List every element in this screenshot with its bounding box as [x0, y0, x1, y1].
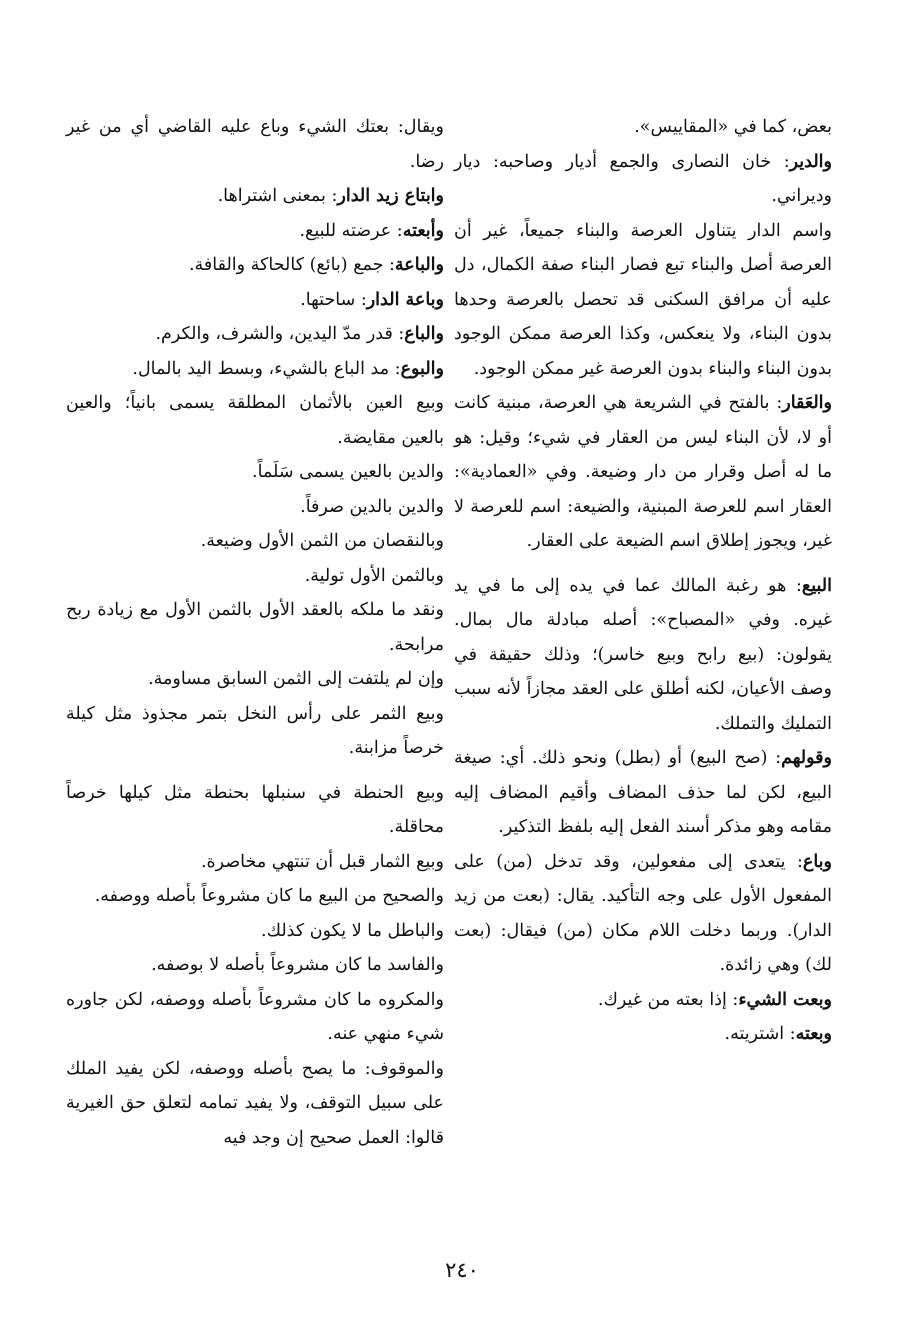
entry-l0: ويقال: بعتك الشيء وباع عليه القاضي أي من غير رضا. — [66, 117, 444, 172]
entry-l9: والدين بالدين صرفاً. — [300, 496, 444, 517]
entry-l14: وبيع الثمر على رأس النخل بتمر مجذوذ مثل كيلة خرصاً مزابنة. — [66, 703, 444, 758]
right-column — [454, 110, 832, 1052]
entry-l15: وبيع الحنطة في سنبلها بحنطة مثل كيلها خرصاً محاقلة. — [66, 782, 444, 837]
entry-r2: واسم الدار يتناول العرصة والبناء جميعاً، غير أن العرصة أصل والبناء تبع فصار البناء صفة الكمال، دل عليه أن مرافق السكنى قد تحصل بالعرصة وحدها بدون البناء، ولا ينعكس، وكذا العرصة ممكن الوجود بدون البناء والبناء بدون العرصة غير ممكن الوجود. — [454, 220, 832, 379]
entry-l6: والبوع: مد الباع بالشيء، وبسط اليد بالمال. — [132, 358, 444, 379]
entry-r8: وبعته: اشتريته. — [724, 1024, 832, 1044]
entry-l17: والصحيح من البيع ما كان مشروعاً بأصله ووصفه. — [94, 886, 444, 906]
entry-l19: والفاسد ما كان مشروعاً بأصله لا بوصفه. — [151, 955, 444, 975]
entry-r6: وباع: يتعدى إلى مفعولين، وقد تدخل (من) على المفعول الأول على وجه التأكيد. يقال: (بعت من زيد الدار). وربما دخلت اللام مكان (من) فيقال: (بعت لك) وهي زائدة. — [454, 851, 832, 975]
entry-r1: والدير: خان النصارى والجمع أديار وصاحبه: ديار وديراني. — [454, 151, 832, 206]
entry-l11: وبالثمن الأول تولية. — [304, 565, 444, 586]
entry-l4: وباعة الدار: ساحتها. — [300, 289, 444, 310]
entry-l13: وإن لم يلتفت إلى الثمن السابق مساومة. — [148, 669, 444, 689]
entry-r0: بعض، كما في «المقاييس». — [634, 117, 832, 137]
entry-r3: والعَقار: بالفتح في الشريعة هي العرصة، مبنية كانت أو لا، لأن البناء ليس من العقار في شيء؛ وقيل: هو ما له أصل وقرار من دار وضيعة. وفي «العمادية»: العقار اسم للعرصة المبنية، والضيعة: اسم للعرصة لا غير، ويجوز إطلاق اسم الضيعة على العقار. — [454, 393, 832, 551]
entry-l2: وأبعته: عرضته للبيع. — [299, 220, 444, 241]
entry-l16: وبيع الثمار قبل أن تنتهي مخاصرة. — [200, 851, 444, 872]
entry-l8: والدين بالعين يسمى سَلَماً. — [252, 462, 444, 482]
entry-l20: والمكروه ما كان مشروعاً بأصله ووصفه، لكن جاوره شيء منهي عنه. — [66, 989, 444, 1044]
entry-l3: والباعة: جمع (بائع) كالحاكة والقافة. — [188, 255, 444, 275]
entry-l12: ونقد ما ملكه بالعقد الأول بالثمن الأول مع زيادة ربح مرابحة. — [66, 600, 444, 655]
entry-l10: وبالنقصان من الثمن الأول وضيعة. — [200, 531, 444, 551]
entry-r4: البيع: هو رغبة المالك عما في يده إلى ما في يد غيره. وفي «المصباح»: أصله مبادلة مال بمال. يقولون: (بيع رابح وبيع خاسر)؛ وذلك حقيقة في وصف الأعيان، لكنه أطلق على العقد مجازاً لأنه سبب التمليك والتملك. — [454, 575, 832, 734]
entry-l21: والموقوف: ما يصح بأصله ووصفه، لكن يفيد الملك على سبيل التوقف، ولا يفيد تمامه لتعلق حق الغيرية قالوا: العمل صحيح إن وجد فيه — [66, 1058, 444, 1148]
entry-l7: وبيع العين بالأثمان المطلقة يسمى بانياً؛ والعين بالعين مقايضة. — [66, 393, 444, 448]
entry-l1: وابتاع زيد الدار: بمعنى اشتراها. — [217, 186, 444, 206]
entry-l5: والباع: قدر مدّ اليدين، والشرف، والكرم. — [155, 324, 444, 344]
entry-l18: والباطل ما لا يكون كذلك. — [261, 920, 444, 941]
page-number: ٢٤٠ — [445, 1258, 479, 1282]
entry-r5: وقولهم: (صح البيع) أو (بطل) ونحو ذلك. أي: صيغة البيع، لكن لما حذف المضاف وأقيم المضاف إليه مقامه وهو مذكر أسند الفعل إليه بلفظ التذكير. — [454, 748, 832, 837]
entry-r7: وبعت الشيء: إذا بعته من غيرك. — [597, 989, 832, 1010]
left-column — [66, 110, 444, 1155]
